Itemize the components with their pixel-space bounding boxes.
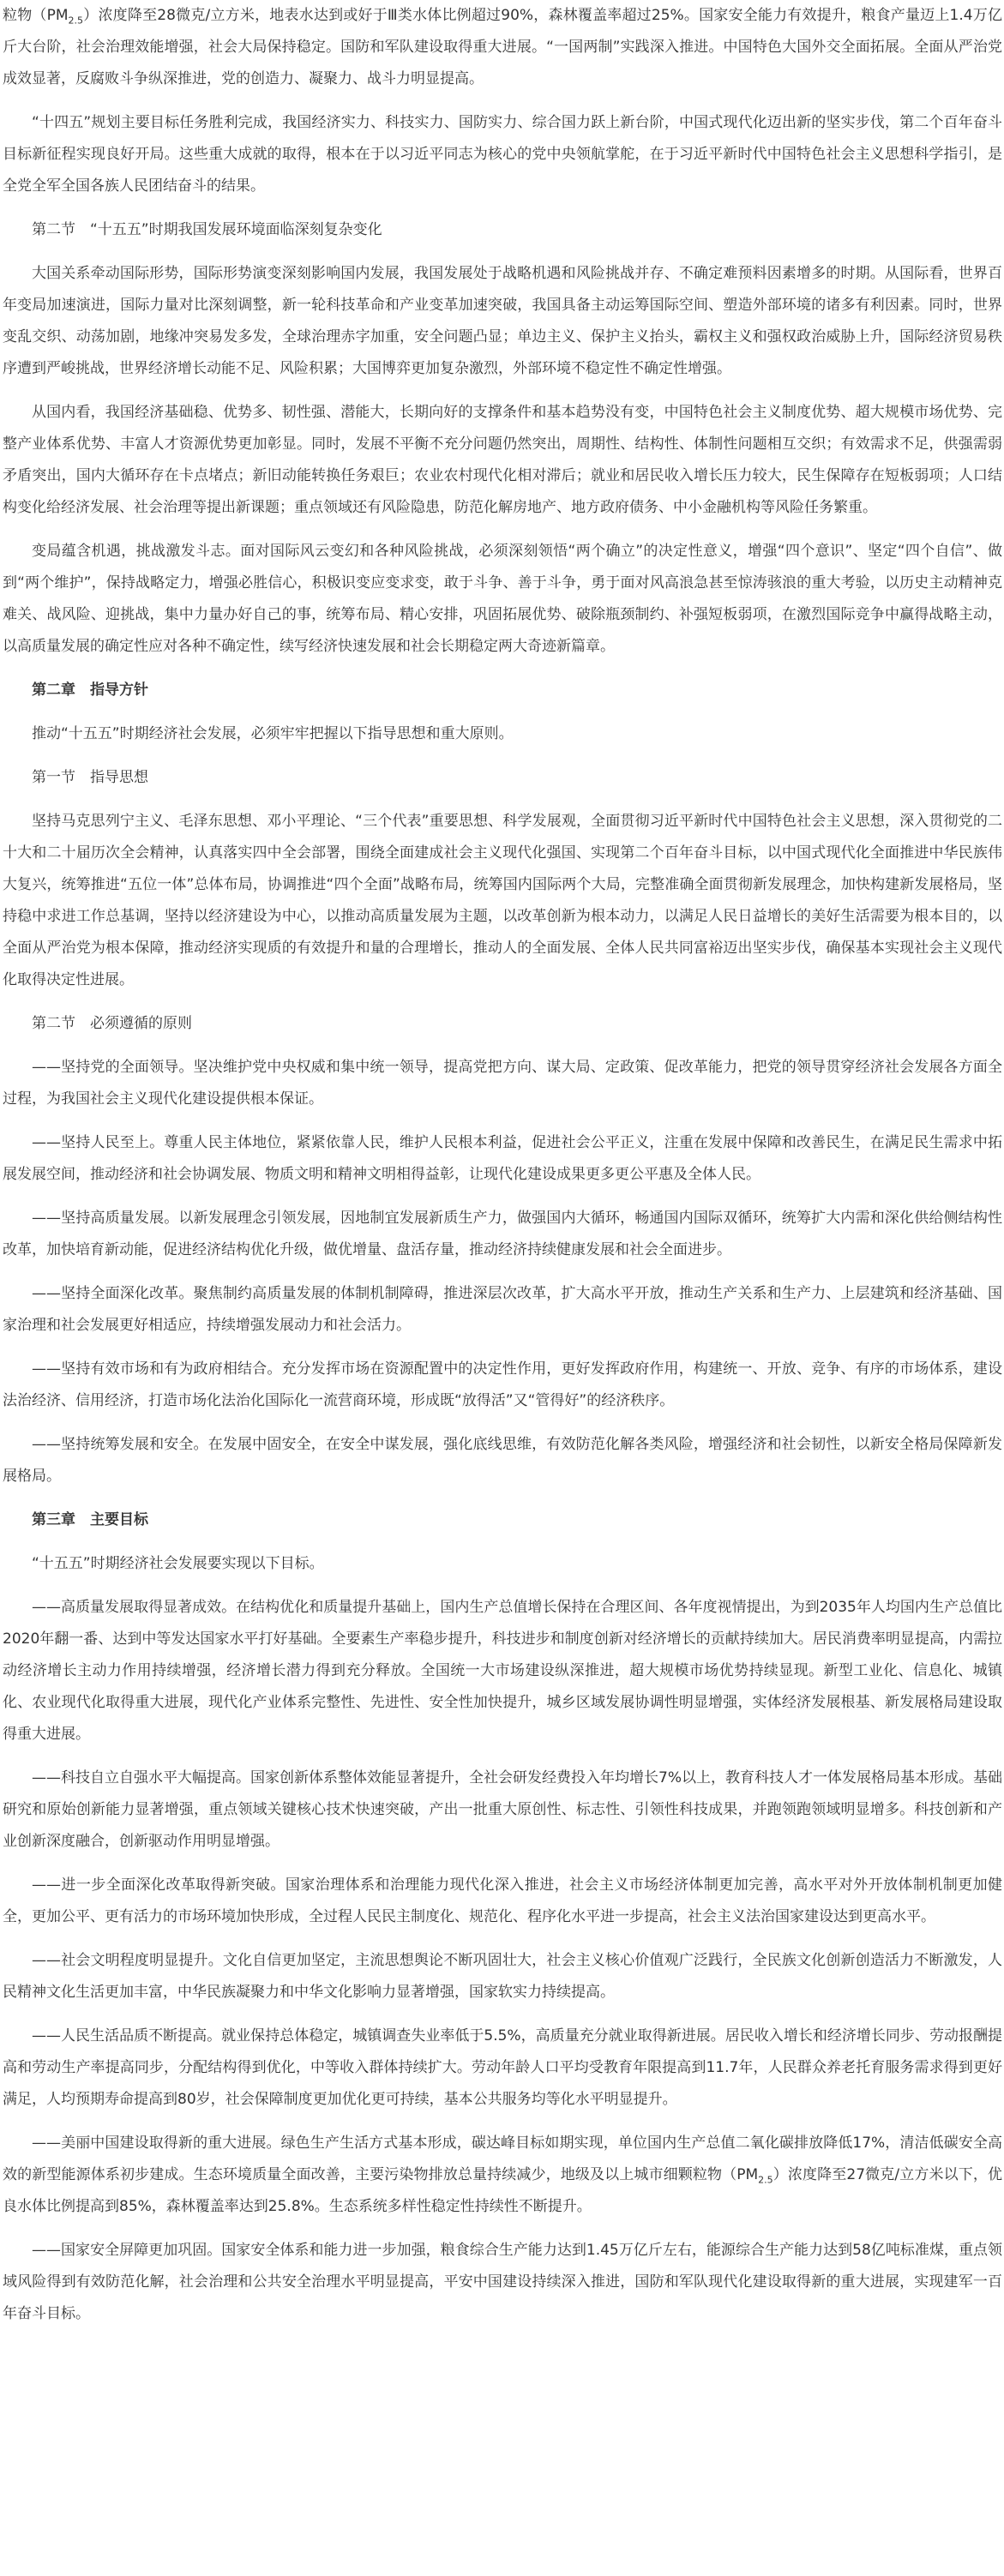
paragraph-text: ——坚持党的全面领导。坚决维护党中央权威和集中统一领导，提高党把方向、谋大局、定政策、促改革能力，把党的领导贯穿经济社会发展各方面全过程，为我国社会主义现代化建设提供根本保证。 <box>3 1059 1002 1108</box>
section-heading <box>3 762 1002 794</box>
paragraph <box>3 1052 1002 1115</box>
paragraph <box>3 1354 1002 1417</box>
section-heading <box>3 214 1002 246</box>
paragraph <box>3 1870 1002 1933</box>
paragraph-text: “十五五”时期经济社会发展要实现以下目标。 <box>32 1555 324 1572</box>
paragraph <box>3 107 1002 202</box>
paragraph <box>3 258 1002 385</box>
paragraph-text: ——人民生活品质不断提高。就业保持总体稳定，城镇调查失业率低于5.5%，高质量充分就业取得新进展。居民收入增长和经济增长同步、劳动报酬提高和劳动生产率提高同步，分配结构得到优化，中等收入群体持续扩大。劳动年龄人口平均受教育年限提高到11.7年，人民群众养老托育服务需求得到更好满足，人均预期寿命提高到80岁，社会保障制度更加优化更可持续，基本公共服务均等化水平明显提升。 <box>3 2027 1002 2108</box>
paragraph-text: 第二节 “十五五”时期我国发展环境面临深刻复杂变化 <box>32 221 382 238</box>
paragraph-text: 第一节 指导思想 <box>32 769 148 786</box>
paragraph <box>3 2128 1002 2223</box>
paragraph-text: ——坚持有效市场和有为政府相结合。充分发挥市场在资源配置中的决定性作用，更好发挥政府作用，构建统一、开放、竞争、有序的市场体系，建设法治经济、信用经济，打造市场化法治化国际化一流营商环境，形成既“放得活”又“管得好”的经济秩序。 <box>3 1360 1002 1409</box>
paragraph <box>3 2235 1002 2330</box>
paragraph-text: 变局蕴含机遇，挑战激发斗志。面对国际风云变幻和各种风险挑战，必须深刻领悟“两个确立”的决定性意义，增强“四个意识”、坚定“四个自信”、做到“两个维护”，保持战略定力，增强必胜信心，积极识变应变求变，敢于斗争、善于斗争，勇于面对风高浪急甚至惊涛骇浪的重大考验，以历史主动精神克难关、战风险、迎挑战，集中力量办好自己的事，统筹布局、精心安排，巩固拓展优势、破除瓶颈制约、补强短板弱项，在激烈国际竞争中赢得战略主动，以高质量发展的确定性应对各种不确定性，续写经济快速发展和社会长期稳定两大奇迹新篇章。 <box>3 543 1002 655</box>
chapter-heading <box>3 675 1002 706</box>
paragraph <box>3 806 1002 996</box>
paragraph-text: 推动“十五五”时期经济社会发展，必须牢牢把握以下指导思想和重大原则。 <box>32 725 514 742</box>
subscript: 2.5 <box>758 2174 773 2186</box>
paragraph-text: 第二节 必须遵循的原则 <box>32 1015 192 1032</box>
paragraph <box>3 718 1002 750</box>
paragraph-text: 大国关系牵动国际形势，国际形势演变深刻影响国内发展，我国发展处于战略机遇和风险挑战并存、不确定难预料因素增多的时期。从国际看，世界百年变局加速演进，国际力量对比深刻调整，新一轮科技革命和产业变革加速突破，我国具备主动运筹国际空间、塑造外部环境的诸多有利因素。同时，世界变乱交织、动荡加剧，地缘冲突易发多发，全球治理赤字加重，安全问题凸显；单边主义、保护主义抬头，霸权主义和强权政治威胁上升，国际经济贸易秩序遭到严峻挑战，世界经济增长动能不足、风险积累；大国博弈更加复杂激烈，外部环境不稳定性不确定性增强。 <box>3 265 1002 377</box>
paragraph <box>3 0 1002 95</box>
paragraph <box>3 397 1002 524</box>
paragraph <box>3 1127 1002 1191</box>
paragraph-text: 第二章 指导方针 <box>32 682 148 699</box>
paragraph-text: ——进一步全面深化改革取得新突破。国家治理体系和治理能力现代化深入推进，社会主义市场经济体制更加完善，高水平对外开放体制机制更加健全，更加公平、更有活力的市场环境加快形成，全过程人民民主制度化、规范化、程序化水平进一步提高，社会主义法治国家建设达到更高水平。 <box>3 1876 1002 1925</box>
paragraph-text: ——坚持人民至上。尊重人民主体地位，紧紧依靠人民，维护人民根本利益，促进社会公平正义，注重在发展中保障和改善民生，在满足民生需求中拓展发展空间，推动经济和社会协调发展、物质文明和精神文明相得益彰，让现代化建设成果更多更公平惠及全体人民。 <box>3 1134 1002 1183</box>
section-heading <box>3 1008 1002 1040</box>
paragraph-text-prefix: 粒物（PM <box>3 7 69 24</box>
paragraph-text: 从国内看，我国经济基础稳、优势多、韧性强、潜能大，长期向好的支撑条件和基本趋势没有变，中国特色社会主义制度优势、超大规模市场优势、完整产业体系优势、丰富人才资源优势更加彰显。同时，发展不平衡不充分问题仍然突出，周期性、结构性、体制性问题相互交织；有效需求不足，供强需弱矛盾突出，国内大循环存在卡点堵点；新旧动能转换任务艰巨；农业农村现代化相对滞后；就业和居民收入增长压力较大，民生保障存在短板弱项；人口结构变化给经济发展、社会治理等提出新课题；重点领域还有风险隐患，防范化解房地产、地方政府债务、中小金融机构等风险任务繁重。 <box>3 404 1002 516</box>
paragraph-text-prefix: ——美丽中国建设取得新的重大进展。绿色生产生活方式基本形成，碳达峰目标如期实现，单位国内生产总值二氧化碳排放降低17%，清洁低碳安全高效的新型能源体系初步建成。生态环境质量全面改善，主要污染物排放总量持续减少，地级及以上城市细颗粒物（PM <box>3 2135 1002 2183</box>
paragraph-text: “十四五”规划主要目标任务胜利完成，我国经济实力、科技实力、国防实力、综合国力跃上新台阶，中国式现代化迈出新的坚实步伐，第二个百年奋斗目标新征程实现良好开局。这些重大成就的取得，根本在于以习近平同志为核心的党中央领航掌舵，在于习近平新时代中国特色社会主义思想科学指引，是全党全军全国各族人民团结奋斗的结果。 <box>3 114 1002 195</box>
paragraph-text: ——社会文明程度明显提升。文化自信更加坚定，主流思想舆论不断巩固壮大，社会主义核心价值观广泛践行，全民族文化创新创造活力不断激发，人民精神文化生活更加丰富，中华民族凝聚力和中华文化影响力显著增强，国家软实力持续提高。 <box>3 1952 1002 2001</box>
paragraph <box>3 1762 1002 1858</box>
paragraph <box>3 1278 1002 1342</box>
chapter-heading <box>3 1504 1002 1536</box>
paragraph-text: ）浓度降至28微克/立方米，地表水达到或好于Ⅲ类水体比例超过90%，森林覆盖率超过25%。国家安全能力有效提升，粮食产量迈上1.4万亿斤大台阶，社会治理效能增强，社会大局保持稳定。国防和军队建设取得重大进展。“一国两制”实践深入推进。中国特色大国外交全面拓展。全面从严治党成效显著，反腐败斗争纵深推进，党的创造力、凝聚力、战斗力明显提高。 <box>3 7 1003 87</box>
paragraph-text: ——国家安全屏障更加巩固。国家安全体系和能力进一步加强，粮食综合生产能力达到1.45万亿斤左右，能源综合生产能力达到58亿吨标准煤，重点领域风险得到有效防范化解，社会治理和公共安全治理水平明显提高，平安中国建设持续深入推进，国防和军队现代化建设取得新的重大进展，实现建军一百年奋斗目标。 <box>3 2242 1002 2322</box>
paragraph <box>3 536 1002 663</box>
paragraph-text: ——坚持全面深化改革。聚焦制约高质量发展的体制机制障碍，推进深层次改革，扩大高水平开放，推动生产关系和生产力、上层建筑和经济基础、国家治理和社会发展更好相适应，持续增强发展动力和社会活力。 <box>3 1285 1002 1334</box>
paragraph <box>3 1429 1002 1492</box>
paragraph-text: ——科技自立自强水平大幅提高。国家创新体系整体效能显著提升，全社会研发经费投入年均增长7%以上，教育科技人才一体发展格局基本形成。基础研究和原始创新能力显著增强，重点领域关键核心技术快速突破，产出一批重大原创性、标志性、引领性科技成果，并跑领跑领域明显增多。科技创新和产业创新深度融合，创新驱动作用明显增强。 <box>3 1769 1002 1850</box>
paragraph-text: ）浓度降至27微克/立方米以下，优良水体比例提高到85%，森林覆盖率达到25.8%。生态系统多样性稳定性持续性不断提升。 <box>3 2166 1003 2215</box>
paragraph-text: ——高质量发展取得显著成效。在结构优化和质量提升基础上，国内生产总值增长保持在合理区间、各年度视情提出，为到2035年人均国内生产总值比2020年翻一番、达到中等发达国家水平打好基础。全要素生产率稳步提升，科技进步和制度创新对经济增长的贡献持续加大。居民消费率明显提高，内需拉动经济增长主动力作用持续增强，经济增长潜力得到充分释放。全国统一大市场建设纵深推进，超大规模市场优势持续显现。新型工业化、信息化、城镇化、农业现代化取得重大进展，现代化产业体系完整性、先进性、安全性加快提升，城乡区域发展协调性明显增强，实体经济发展根基、新发展格局建设取得重大进展。 <box>3 1599 1002 1743</box>
paragraph-text: ——坚持高质量发展。以新发展理念引领发展，因地制宜发展新质生产力，做强国内大循环，畅通国内国际双循环，统筹扩大内需和深化供给侧结构性改革，加快培育新动能，促进经济结构优化升级，做优增量、盘活存量，推动经济持续健康发展和社会全面进步。 <box>3 1210 1002 1258</box>
paragraph <box>3 1548 1002 1580</box>
paragraph <box>3 1945 1002 2009</box>
paragraph <box>3 1592 1002 1750</box>
paragraph-text: 坚持马克思列宁主义、毛泽东思想、邓小平理论、“三个代表”重要思想、科学发展观，全面贯彻习近平新时代中国特色社会主义思想，深入贯彻党的二十大和二十届历次全会精神，认真落实四中全会部署，围绕全面建成社会主义现代化强国、实现第二个百年奋斗目标，以中国式现代化全面推进中华民族伟大复兴，统筹推进“五位一体”总体布局，协调推进“四个全面”战略布局，统筹国内国际两个大局，完整准确全面贯彻新发展理念，加快构建新发展格局，坚持稳中求进工作总基调，坚持以经济建设为中心，以推动高质量发展为主题，以改革创新为根本动力，以满足人民日益增长的美好生活需要为根本目的，以全面从严治党为根本保障，推动经济实现质的有效提升和量的合理增长，推动人的全面发展、全体人民共同富裕迈出坚实步伐，确保基本实现社会主义现代化取得决定性进展。 <box>3 813 1002 988</box>
paragraph <box>3 1203 1002 1266</box>
subscript: 2.5 <box>68 15 84 27</box>
paragraph-text: ——坚持统筹发展和安全。在发展中固安全，在安全中谋发展，强化底线思维，有效防范化解各类风险，增强经济和社会韧性，以新安全格局保障新发展格局。 <box>3 1436 1002 1485</box>
paragraph-text: 第三章 主要目标 <box>32 1511 148 1528</box>
paragraph <box>3 2021 1002 2116</box>
